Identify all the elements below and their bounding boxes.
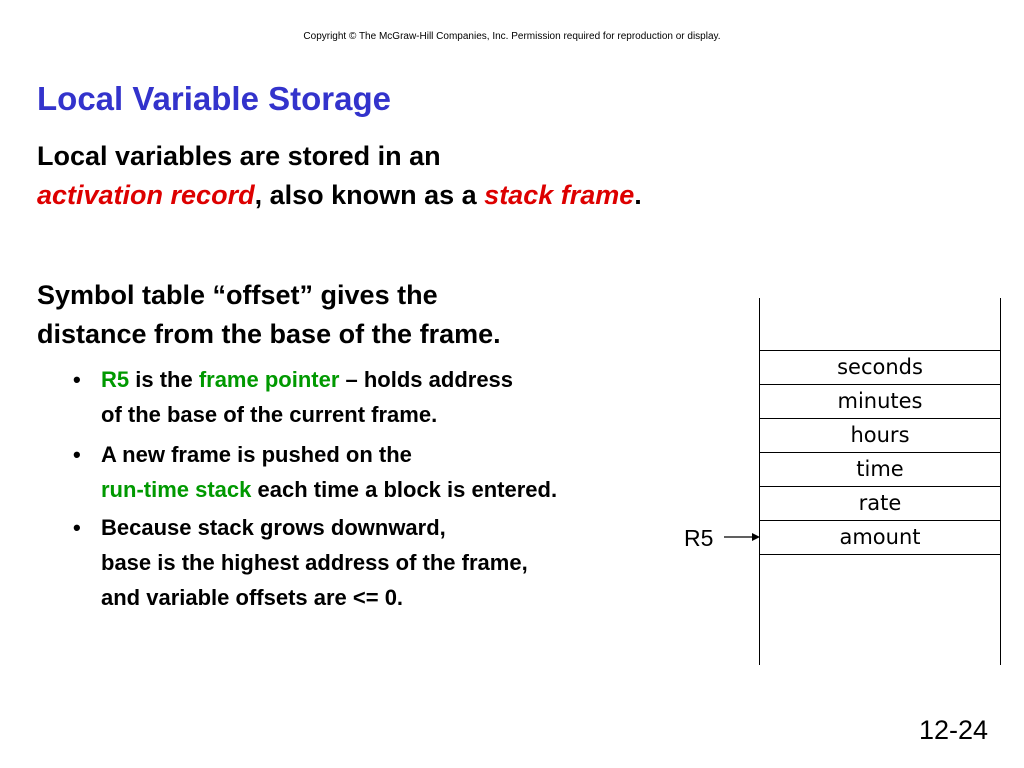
bullet-line-2: base is the highest address of the frame, xyxy=(101,550,528,575)
intro-end-text: . xyxy=(634,180,642,210)
intro-mid-text: , also known as a xyxy=(254,180,485,210)
term-frame-pointer: frame pointer xyxy=(198,367,340,392)
intro-line-1: Local variables are stored in an xyxy=(37,141,441,171)
stack-cell-hours: hours xyxy=(760,418,1000,452)
bullet-text-fragment: is the xyxy=(129,367,199,392)
stack-cell-minutes: minutes xyxy=(760,384,1000,418)
term-activation-record: activation record xyxy=(37,180,255,210)
copyright-notice: Copyright © The McGraw-Hill Companies, Inc. Permission required for reproduction or display. xyxy=(303,31,721,42)
term-stack-frame: stack frame xyxy=(484,180,635,210)
bullet-text-fragment: – holds address xyxy=(339,367,514,392)
bullet-line-1: A new frame is pushed on the xyxy=(101,442,412,467)
intro-line-2 xyxy=(37,176,642,215)
stack-cell-rate: rate xyxy=(760,486,1000,520)
frame-pointer-label: R5 xyxy=(684,525,714,551)
bullet-text xyxy=(101,437,557,507)
bullet-text-fragment: each time a block is entered. xyxy=(251,477,558,502)
bullet-text xyxy=(101,362,513,432)
page-number: 12-24 xyxy=(918,715,988,745)
frame-pointer-arrow-icon xyxy=(724,530,762,544)
bullet-text xyxy=(101,510,528,615)
bullet-line-3: and variable offsets are <= 0. xyxy=(101,585,404,610)
bullet-line-1: Because stack grows downward, xyxy=(101,515,446,540)
stack-cell-time: time xyxy=(760,452,1000,486)
intro-paragraph xyxy=(37,137,642,215)
stack-cell-amount: amount xyxy=(760,520,1000,555)
offset-paragraph xyxy=(37,276,501,354)
stack-cell-seconds: seconds xyxy=(760,350,1000,384)
term-r5: R5 xyxy=(101,367,130,392)
bullet-marker: • xyxy=(73,442,81,467)
bullet-marker: • xyxy=(73,515,81,540)
bullet-line-2: of the base of the current frame. xyxy=(101,402,438,427)
bullet-marker: • xyxy=(73,367,81,392)
slide-title: Local Variable Storage xyxy=(37,80,391,117)
stack-frame-diagram xyxy=(759,298,1001,665)
offset-line-2: distance from the base of the frame. xyxy=(37,319,501,349)
offset-line-1: Symbol table “offset” gives the xyxy=(37,280,438,310)
term-run-time-stack: run-time stack xyxy=(101,477,252,502)
